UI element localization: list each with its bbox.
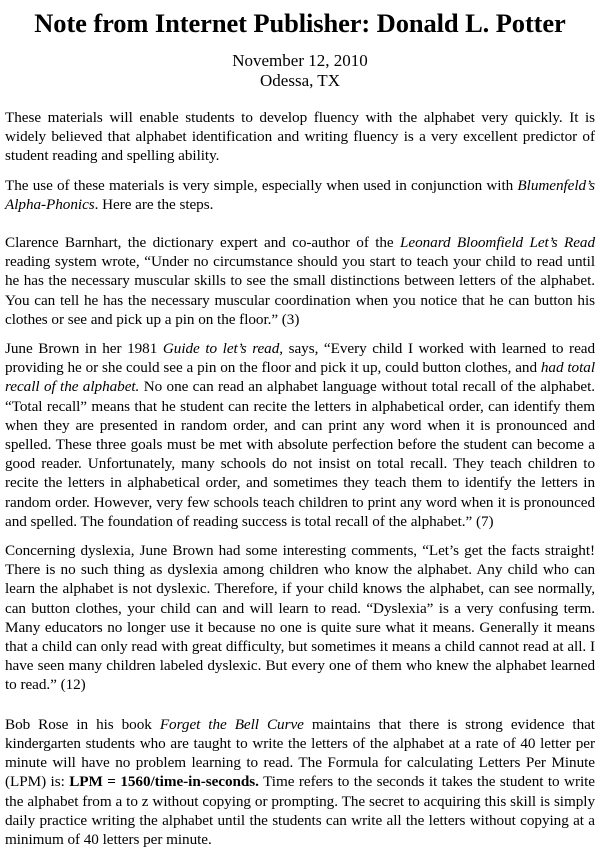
text-span: . Here are the steps. <box>94 195 214 213</box>
paragraph-bob-rose <box>5 715 595 849</box>
text-span: Time refers to the seconds it takes the student to write the alphabet from a to z without copying or prompting. The secret to acquiring this skill is simply daily practice writing the alphabet until the students can write all the letters without copying at a minimum of 40 letters per minute. <box>5 773 596 848</box>
page-title: Note from Internet Publisher: Donald L. Potter <box>34 8 566 38</box>
emphasis-total-recall: had total recall of the alphabet. <box>5 359 595 396</box>
book-title-lets-read: Leonard Bloomfield Let’s Read <box>400 234 595 252</box>
text-span: Clarence Barnhart, the dictionary expert and co-author of the <box>5 234 400 252</box>
book-title-guide: Guide to let’s read <box>162 340 280 358</box>
date: November 12, 2010 <box>232 51 368 70</box>
lpm-formula: LPM = 1560/time-in-seconds. <box>69 773 259 791</box>
text-span: Bob Rose in his book <box>5 715 160 733</box>
text-span: , says, “Every child I worked with learned to read providing he or she could see a pin on the floor and pick it up, could button clothes, and <box>5 340 595 377</box>
book-title-bell-curve: Forget the Bell Curve <box>159 715 304 733</box>
text-span: June Brown in her 1981 <box>5 340 163 358</box>
text-span: reading system wrote, “Under no circumstance should you start to teach your child to read until he has the necessary muscular skills to see the small distinctions between letters of the alphabet. You can tell he has the necessary muscular coordination when you notice that he can button his clothes or see and pick up a pin on the floor.” (3) <box>5 253 595 328</box>
location: Odessa, TX <box>260 71 340 90</box>
paragraph-barnhart <box>5 233 595 329</box>
paragraph-dyslexia: Concerning dyslexia, June Brown had some interesting comments, “Let’s get the facts straight! There is no such thing as dyslexia among children who know the alphabet. Any child who can learn the alphabet is not dyslexic. Therefore, if your child knows the alphabet, can see normally, can button clothes, your child can and will learn to read. “Dyslexia” is a very confusing term. Many educators no longer use it because no one is quite sure what it means. Generally it means that a child can only read with great difficulty, but sometimes it means a child cannot read at all. I have seen many children labeled dyslexic. But every one of them who knew the alphabet learned to read.” (12) <box>5 542 595 694</box>
text-span: No one can read an alphabet language without total recall of the alphabet. “Total recall” means that he student can recite the letters in alphabetical order, can identify them when they are presented in random order, and can print any word when it is pronounced and spelled. These three goals must be met with absolute perfection before the student can become a good reader. Unfortunately, many schools do not insist on total recall. They teach children to recite the letters in alphabetical order, and sometimes they teach them to identify the letters in random order. However, very few schools teach children to print any word when it is pronounced and spelled. The foundation of reading success is total recall of the alphabet.” (7) <box>5 378 595 530</box>
text-span: The use of these materials is very simple, especially when used in conjunction with <box>5 176 518 194</box>
book-title-alpha-phonics: Blumenfeld’s Alpha-Phonics <box>5 176 595 213</box>
dateline <box>5 51 595 91</box>
document-page <box>0 8 600 849</box>
paragraph-intro: These materials will enable students to develop fluency with the alphabet very quickly. It is widely believed that alphabet identification and writing fluency is a very excellent predictor of student reading and spelling ability. <box>5 109 595 165</box>
text-span: maintains that there is strong evidence that kindergarten students who are taught to write the letters of the alphabet at a rate of 40 letter per minute will have no problem learning to read. The Formula for calculating Letters Per Minute (LPM) is: <box>5 715 595 791</box>
paragraph-june-brown-recall <box>5 339 595 531</box>
paragraph-usage <box>5 176 595 214</box>
